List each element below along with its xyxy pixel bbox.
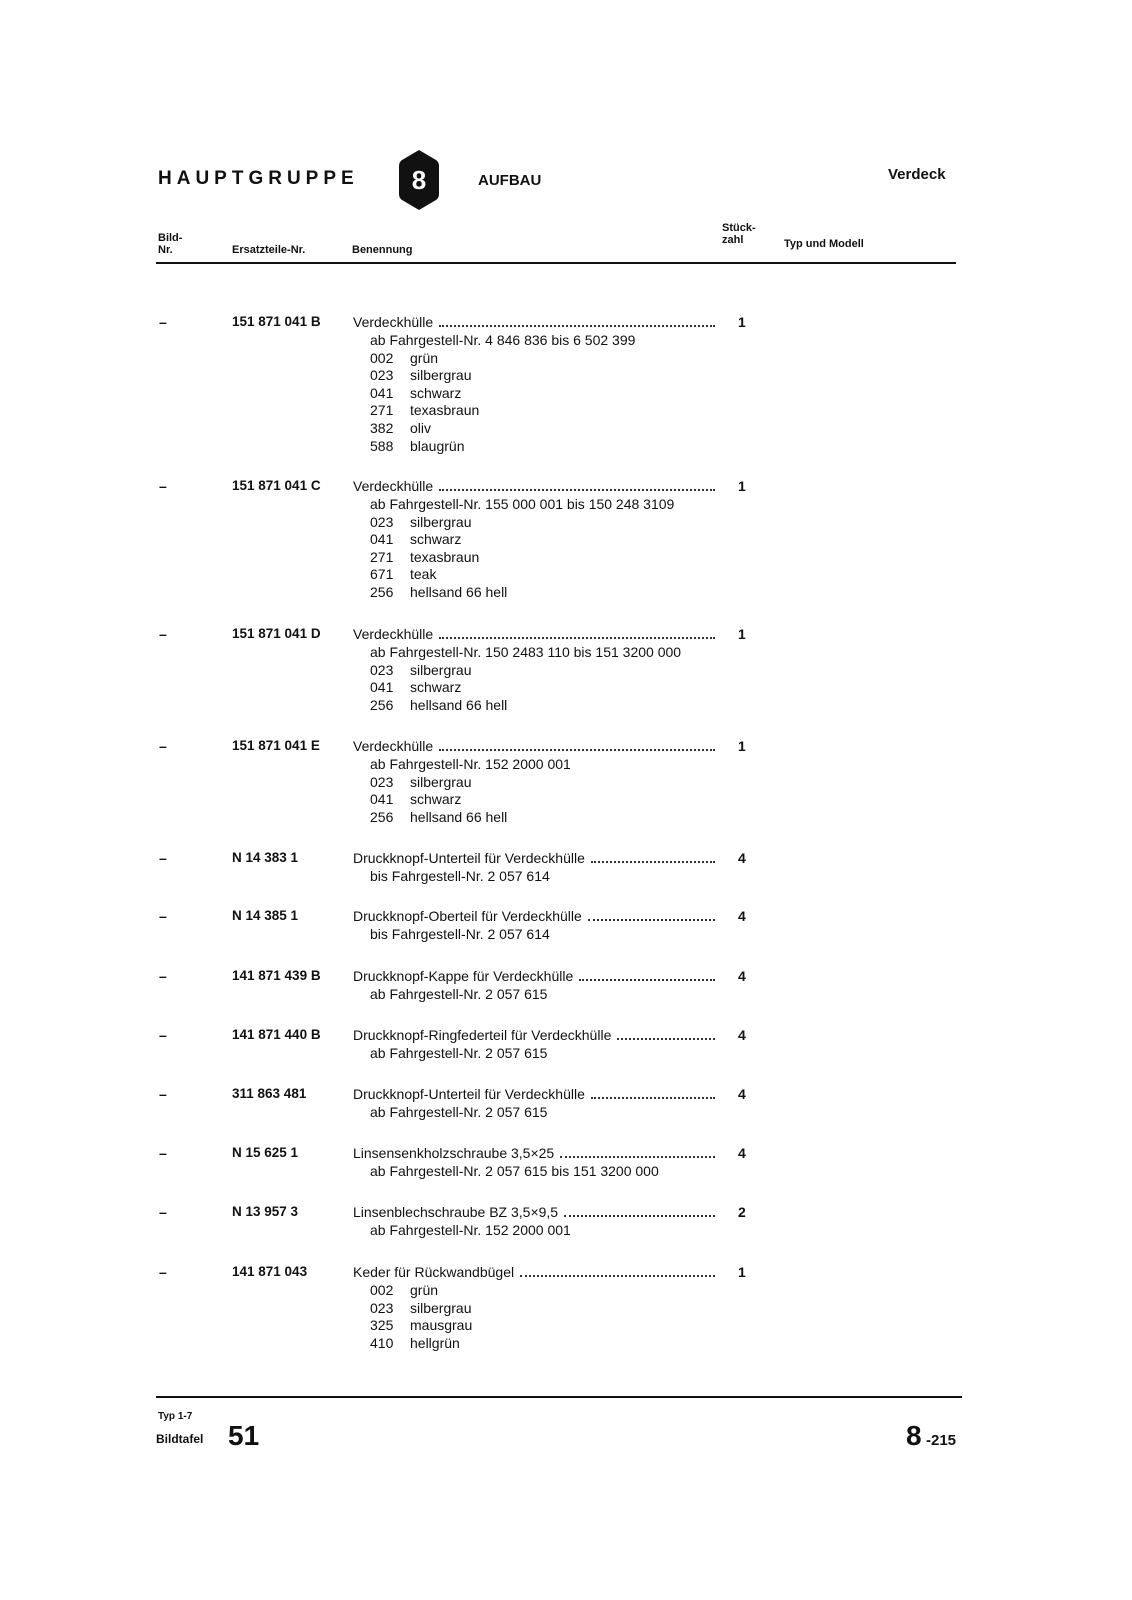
quantity: 4 [738, 850, 746, 866]
color-code: 002 [370, 1282, 394, 1298]
color-name: texasbraun [410, 548, 480, 565]
footer-bildtafel-label: Bildtafel [156, 1432, 204, 1446]
detail-line [370, 549, 674, 567]
leader-dots [617, 1037, 715, 1040]
color-code: 023 [370, 367, 394, 384]
page-group-number: 8 [906, 1420, 922, 1451]
part-number: 151 871 041 E [232, 738, 320, 753]
quantity: 1 [738, 626, 746, 642]
chassis-range: ab Fahrgestell-Nr. 2 057 615 [370, 1045, 548, 1061]
color-name: silbergrau [410, 773, 472, 790]
color-name: schwarz [410, 791, 462, 808]
color-code: 041 [370, 679, 394, 696]
part-details [370, 644, 681, 714]
group-name: AUFBAU [478, 172, 542, 189]
col-header-typ-modell: Typ und Modell [784, 238, 864, 250]
color-code: 023 [370, 661, 394, 678]
group-number: 8 [411, 165, 427, 195]
bild-nr: – [159, 1145, 167, 1161]
color-name: silbergrau [410, 513, 472, 530]
leader-dots [439, 748, 715, 751]
group-badge-shape [398, 148, 440, 212]
part-description [353, 1027, 715, 1044]
main-group-label: HAUPTGRUPPE [158, 168, 359, 189]
bild-nr: – [159, 968, 167, 984]
color-code: 271 [370, 402, 394, 419]
col-header-ersatzteile: Ersatzteile-Nr. [232, 244, 306, 256]
part-description [353, 314, 715, 331]
quantity: 4 [738, 1027, 746, 1043]
bild-nr: – [159, 908, 167, 924]
part-details [370, 868, 550, 886]
part-number: 311 863 481 [232, 1086, 307, 1101]
page-number-suffix: -215 [926, 1432, 957, 1449]
quantity: 1 [738, 1264, 746, 1280]
detail-line [370, 926, 550, 944]
footer-typ: Typ 1-7 [158, 1411, 193, 1422]
color-name: blaugrün [410, 437, 465, 454]
detail-line [370, 697, 681, 715]
leader-dots [564, 1214, 715, 1217]
footer-bildtafel-number: 51 [228, 1420, 260, 1451]
part-number: N 15 625 1 [232, 1145, 299, 1160]
detail-line [370, 1282, 472, 1300]
chassis-range: ab Fahrgestell-Nr. 2 057 615 [370, 1104, 548, 1120]
part-details [370, 986, 547, 1004]
detail-line [370, 332, 635, 350]
chassis-range: ab Fahrgestell-Nr. 2 057 615 bis 151 3200 000 [370, 1163, 659, 1179]
detail-line [370, 1104, 547, 1122]
part-description [353, 850, 715, 867]
part-number: N 13 957 3 [232, 1204, 299, 1219]
detail-line [370, 367, 635, 385]
leader-dots [591, 1096, 715, 1099]
leader-dots [439, 636, 715, 639]
part-description-text: Linsensenkholzschraube 3,5×25 [353, 1145, 555, 1161]
part-description [353, 1086, 715, 1103]
detail-line [370, 809, 571, 827]
part-number: 151 871 041 B [232, 314, 321, 329]
color-name: mausgrau [410, 1317, 473, 1334]
detail-line [370, 1045, 547, 1063]
color-name: hellsand 66 hell [410, 583, 508, 600]
detail-line [370, 868, 550, 886]
section-title: Verdeck [888, 166, 946, 183]
detail-line [370, 791, 571, 809]
bild-nr: – [159, 1264, 167, 1280]
col-header-stueckzahl [722, 222, 756, 246]
bild-nr: – [159, 626, 167, 642]
part-description-text: Druckknopf-Unterteil für Verdeckhülle [353, 1086, 585, 1102]
quantity: 1 [738, 478, 746, 494]
color-code: 410 [370, 1334, 394, 1351]
detail-line [370, 514, 674, 532]
chassis-range: bis Fahrgestell-Nr. 2 057 614 [370, 868, 550, 884]
leader-dots [588, 918, 715, 921]
group-number-badge [398, 148, 440, 212]
part-description [353, 1204, 715, 1221]
color-name: schwarz [410, 679, 462, 696]
color-code: 382 [370, 419, 394, 436]
color-name: silbergrau [410, 1299, 472, 1316]
quantity: 4 [738, 968, 746, 984]
part-number: 141 871 440 B [232, 1027, 321, 1042]
part-description [353, 626, 715, 643]
color-code: 023 [370, 1299, 394, 1316]
col-header-benennung: Benennung [352, 244, 413, 256]
quantity: 2 [738, 1204, 746, 1220]
leader-dots [520, 1274, 715, 1277]
part-description-text: Verdeckhülle [353, 478, 434, 494]
color-code: 002 [370, 349, 394, 366]
detail-line [370, 1163, 659, 1181]
part-description [353, 1145, 715, 1162]
part-details [370, 1045, 547, 1063]
part-details [370, 756, 571, 826]
col-header-bild-line1: Bild- [158, 232, 183, 244]
bild-nr: – [159, 1027, 167, 1043]
color-name: silbergrau [410, 367, 472, 384]
chassis-range: ab Fahrgestell-Nr. 4 846 836 bis 6 502 399 [370, 332, 636, 348]
part-description-text: Verdeckhülle [353, 738, 434, 754]
bild-nr: – [159, 478, 167, 494]
leader-dots [560, 1155, 715, 1158]
color-name: grün [410, 1282, 439, 1298]
color-name: hellsand 66 hell [410, 696, 508, 713]
color-name: schwarz [410, 531, 462, 548]
part-description-text: Druckknopf-Unterteil für Verdeckhülle [353, 850, 585, 866]
chassis-range: ab Fahrgestell-Nr. 152 2000 001 [370, 1222, 571, 1238]
part-details [370, 1163, 659, 1181]
quantity: 1 [738, 314, 746, 330]
part-details [370, 496, 674, 602]
color-code: 271 [370, 548, 394, 565]
leader-dots [579, 978, 715, 981]
color-code: 023 [370, 773, 394, 790]
detail-line [370, 1335, 472, 1353]
color-name: schwarz [410, 384, 462, 401]
part-description-text: Verdeckhülle [353, 626, 434, 642]
color-code: 325 [370, 1317, 394, 1334]
color-code: 041 [370, 531, 394, 548]
part-details [370, 1104, 547, 1122]
part-description-text: Verdeckhülle [353, 314, 434, 330]
part-description-text: Druckknopf-Ringfederteil für Verdeckhülle [353, 1027, 612, 1043]
detail-line [370, 644, 681, 662]
detail-line [370, 986, 547, 1004]
detail-line [370, 566, 674, 584]
detail-line [370, 531, 674, 549]
bild-nr: – [159, 1204, 167, 1220]
footer-rule [156, 1396, 962, 1398]
color-name: grün [410, 349, 439, 366]
part-description [353, 478, 715, 495]
quantity: 4 [738, 1145, 746, 1161]
detail-line [370, 584, 674, 602]
detail-line [370, 420, 635, 438]
part-details [370, 1282, 472, 1352]
header-rule [156, 262, 956, 264]
col-header-stueck-line1: Stück- [722, 222, 756, 234]
detail-line [370, 438, 635, 456]
color-code: 256 [370, 583, 394, 600]
color-code: 041 [370, 384, 394, 401]
leader-dots [591, 860, 715, 863]
part-description [353, 908, 715, 925]
bild-nr: – [159, 850, 167, 866]
quantity: 1 [738, 738, 746, 754]
detail-line [370, 496, 674, 514]
chassis-range: ab Fahrgestell-Nr. 2 057 615 [370, 986, 548, 1002]
part-description-text: Linsenblechschraube BZ 3,5×9,5 [353, 1204, 559, 1220]
part-description [353, 968, 715, 985]
chassis-range: ab Fahrgestell-Nr. 152 2000 001 [370, 756, 571, 772]
part-number: 151 871 041 D [232, 626, 321, 641]
quantity: 4 [738, 1086, 746, 1102]
part-number: 141 871 043 [232, 1264, 308, 1279]
part-details [370, 926, 550, 944]
part-description [353, 738, 715, 755]
part-details [370, 1222, 571, 1240]
detail-line [370, 1300, 472, 1318]
color-name: hellgrün [410, 1334, 460, 1351]
color-code: 041 [370, 791, 394, 808]
bild-nr: – [159, 314, 167, 330]
detail-line [370, 385, 635, 403]
col-header-bild-nr [158, 232, 182, 256]
part-description [353, 1264, 715, 1281]
part-description-text: Druckknopf-Kappe für Verdeckhülle [353, 968, 574, 984]
color-name: silbergrau [410, 661, 472, 678]
part-number: N 14 383 1 [232, 850, 299, 865]
part-number: 151 871 041 C [232, 478, 321, 493]
detail-line [370, 662, 681, 680]
part-details [370, 332, 635, 455]
detail-line [370, 402, 635, 420]
detail-line [370, 350, 635, 368]
leader-dots [439, 488, 715, 491]
color-code: 023 [370, 513, 394, 530]
detail-line [370, 1222, 571, 1240]
part-number: N 14 385 1 [232, 908, 299, 923]
color-code: 256 [370, 696, 394, 713]
color-name: teak [410, 566, 437, 583]
col-header-stueck-line2: zahl [722, 234, 744, 246]
col-header-bild-line2: Nr. [158, 244, 173, 256]
part-description-text: Druckknopf-Oberteil für Verdeckhülle [353, 908, 582, 924]
bild-nr: – [159, 738, 167, 754]
bild-nr: – [159, 1086, 167, 1102]
chassis-range: bis Fahrgestell-Nr. 2 057 614 [370, 926, 550, 942]
detail-line [370, 1317, 472, 1335]
chassis-range: ab Fahrgestell-Nr. 155 000 001 bis 150 248 3109 [370, 496, 675, 512]
detail-line [370, 756, 571, 774]
color-code: 588 [370, 437, 394, 454]
part-description-text: Keder für Rückwandbügel [353, 1264, 515, 1280]
detail-line [370, 679, 681, 697]
leader-dots [439, 324, 715, 327]
chassis-range: ab Fahrgestell-Nr. 150 2483 110 bis 151 3200 000 [370, 644, 682, 660]
quantity: 4 [738, 908, 746, 924]
detail-line [370, 774, 571, 792]
color-code: 671 [370, 566, 394, 583]
color-code: 256 [370, 808, 394, 825]
color-name: hellsand 66 hell [410, 808, 508, 825]
color-name: oliv [410, 419, 432, 436]
color-name: texasbraun [410, 402, 480, 419]
part-number: 141 871 439 B [232, 968, 321, 983]
